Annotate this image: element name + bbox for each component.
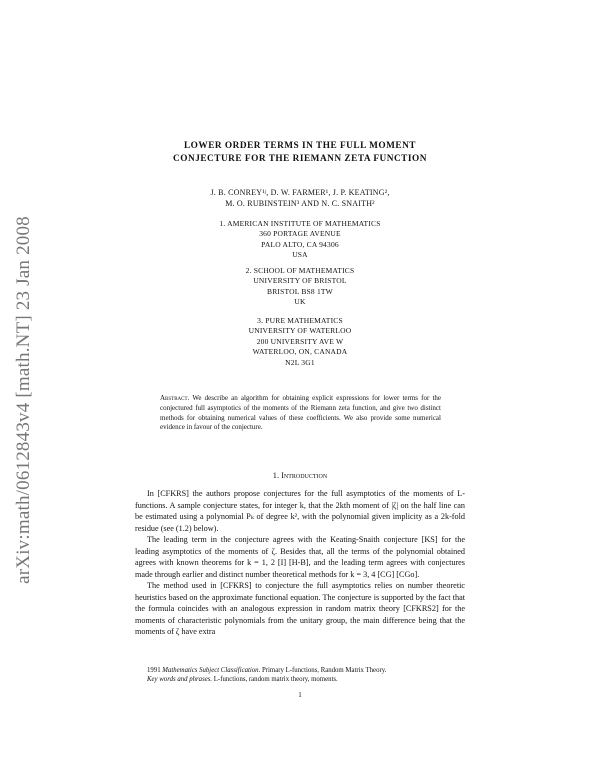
author-list — [135, 187, 465, 209]
keywords-text: L-functions, random matrix theory, moments. — [213, 676, 338, 684]
abstract-text: We describe an algorithm for obtaining explicit expressions for lower terms for the conjectured full asymptotics of the moments of the Riemann zeta function, and give two distinct methods for obtaining numerical values of these coefficients. We also provide some numerical evidence in favour of the conjecture. — [160, 394, 441, 432]
title-line-2: CONJECTURE FOR THE RIEMANN ZETA FUNCTION — [173, 153, 427, 164]
msc-footnote — [135, 666, 465, 675]
authors-line-1: J. B. CONREY¹ʲ, D. W. FARMER¹, J. P. KEATING², — [210, 188, 390, 197]
affiliation-line: 1. AMERICAN INSTITUTE OF MATHEMATICS — [219, 219, 381, 228]
affiliation-line: 2. SCHOOL OF MATHEMATICS — [245, 266, 355, 275]
affiliation-line: 3. PURE MATHEMATICS — [257, 316, 343, 325]
section-number: 1. — [272, 471, 280, 480]
paragraph: In [CFKRS] the authors propose conjectures for the full asymptotics of the moments of L-functions. A sample conjecture states, for integer k, that the 2kth moment of |ζ| on the half line can be estimated using a polynomial Pₖ of degree k², with the polynomial given implicity as a 2k-fold residue (see (1.2) below). — [135, 489, 465, 533]
authors-line-2: M. O. RUBINSTEIN³ AND N. C. SNAITH² — [225, 199, 375, 208]
affiliation-2 — [135, 266, 465, 308]
section-heading — [135, 471, 465, 480]
affiliation-line: UNIVERSITY OF WATERLOO — [248, 326, 352, 336]
affiliation-line: UK — [294, 297, 306, 307]
arxiv-stamp-text: arXiv:math/0612843v4 [math.NT] 23 Jan 2008 — [13, 216, 35, 584]
page-number: 1 — [298, 691, 302, 699]
paragraph: The leading term in the conjecture agrees with the Keating-Snaith conjecture [KS] for the leading asymptotics of the moments of ζ. Besides that, all the terms of the polynomial obtained agrees with known theorems for k = 1, 2 [I] [H-B], and the leading term agrees with conjectures made through earlier and distinct number theoretical methods for k = 3, 4 [CG] [CGo]. — [135, 535, 465, 579]
paragraph: The method used in [CFKRS] to conjecture the full asymptotics relies on number theoretic heuristics based on the approximate functional equation. The conjecture is supported by the fact that the formula coincides with an analogous expression in random matrix theory [CFKRS2] for the moments of characteristic polynomials from the unitary group, the main difference being that the moments of ζ have extra — [135, 581, 465, 636]
body-text — [135, 488, 465, 638]
affiliation-line: WATERLOO, ON, CANADA — [252, 347, 348, 357]
keywords-footnote — [135, 675, 465, 684]
msc-label: Mathematics Subject Classification. — [162, 667, 261, 674]
affiliation-line: 360 PORTAGE AVENUE — [259, 229, 341, 239]
keywords-label: Key words and phrases. — [147, 676, 213, 684]
abstract-label: Abstract. — [160, 394, 190, 402]
affiliation-line: 200 UNIVERSITY AVE W — [256, 336, 344, 346]
affiliation-3 — [135, 316, 465, 368]
abstract — [160, 394, 441, 433]
section-title: Introduction — [281, 471, 328, 480]
affiliation-1 — [135, 219, 465, 261]
msc-text: Primary L-functions, Random Matrix Theory. — [261, 667, 387, 674]
affiliation-line: UNIVERSITY OF BRISTOL — [253, 276, 347, 286]
footnotes — [135, 666, 465, 684]
paper-title — [135, 140, 465, 165]
title-line-1: LOWER ORDER TERMS IN THE FULL MOMENT — [183, 141, 417, 151]
affiliation-line: USA — [292, 250, 308, 260]
affiliation-line: PALO ALTO, CA 94306 — [261, 239, 339, 249]
affiliation-line: BRISTOL BS8 1TW — [267, 286, 333, 296]
affiliation-line: N2L 3G1 — [285, 357, 315, 367]
arxiv-identifier-stamp — [12, 150, 36, 650]
msc-year: 1991 — [147, 667, 161, 674]
